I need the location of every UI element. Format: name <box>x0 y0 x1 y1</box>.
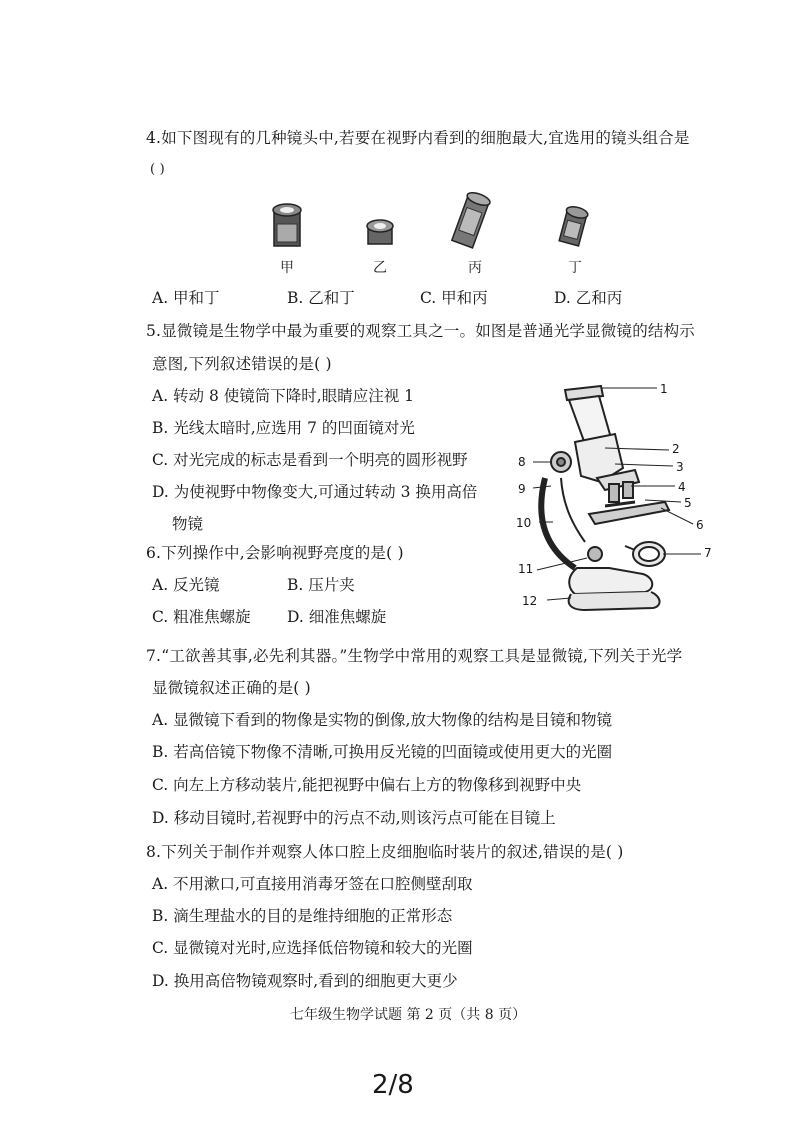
microscope-diagram <box>505 378 735 618</box>
lens-label-ding: 丁 <box>568 260 582 276</box>
lens-label-bing: 丙 <box>468 260 482 276</box>
q4-option-a: A. 甲和丁 <box>152 289 220 307</box>
page-footer: 七年级生物学试题 第 2 页（共 8 页） <box>290 1007 527 1023</box>
microscope-label-10: 10 <box>516 516 532 530</box>
q4-option-b: B. 乙和丁 <box>287 289 355 307</box>
q8-option-b: B. 滴生理盐水的目的是维持细胞的正常形态 <box>152 907 453 925</box>
lens-figure <box>262 190 622 260</box>
q7-option-a: A. 显微镜下看到的物像是实物的倒像,放大物像的结构是目镜和物镜 <box>152 711 612 729</box>
q5-option-b: B. 光线太暗时,应选用 7 的凹面镜对光 <box>152 419 415 437</box>
q7-option-b: B. 若高倍镜下物像不清晰,可换用反光镜的凹面镜或使用更大的光圈 <box>152 743 613 761</box>
microscope-label-3: 3 <box>676 460 684 474</box>
q8-option-d: D. 换用高倍物镜观察时,看到的细胞更大更少 <box>152 972 458 990</box>
q5-stem-line1: 5.显微镜是生物学中最为重要的观察工具之一。如图是普通光学显微镜的结构示 <box>146 322 695 340</box>
microscope-label-6: 6 <box>696 518 704 532</box>
q4-option-c: C. 甲和丙 <box>420 289 488 307</box>
microscope-label-12: 12 <box>522 594 538 608</box>
q5-option-c: C. 对光完成的标志是看到一个明亮的圆形视野 <box>152 451 468 469</box>
microscope-label-4: 4 <box>678 480 686 494</box>
q8-option-a: A. 不用漱口,可直接用消毒牙签在口腔侧壁刮取 <box>152 875 473 893</box>
lens-jia-image <box>273 204 301 246</box>
q4-stem: 4.如下图现有的几种镜头中,若要在视野内看到的细胞最大,宜选用的镜头组合是 <box>146 129 690 147</box>
q8-stem: 8.下列关于制作并观察人体口腔上皮细胞临时装片的叙述,错误的是( ) <box>146 843 624 861</box>
q5-stem-line2: 意图,下列叙述错误的是( ) <box>152 355 332 373</box>
q5-option-d-cont: 物镜 <box>172 515 204 533</box>
q7-option-d: D. 移动目镜时,若视野中的污点不动,则该污点可能在目镜上 <box>152 809 556 827</box>
lens-yi-image <box>367 220 393 244</box>
q4-answer-paren: ( ) <box>150 162 165 177</box>
q6-option-b: B. 压片夹 <box>287 576 355 594</box>
microscope-label-11: 11 <box>518 562 534 576</box>
q7-stem-line1: 7.“工欲善其事,必先利其器。”生物学中常用的观察工具是显微镜,下列关于光学 <box>146 647 683 665</box>
microscope-label-7: 7 <box>704 546 712 560</box>
lens-ding-image <box>558 205 589 246</box>
microscope-label-2: 2 <box>672 442 680 456</box>
lens-label-yi: 乙 <box>373 260 387 276</box>
q6-option-c: C. 粗准焦螺旋 <box>152 608 251 626</box>
q5-option-a: A. 转动 8 使镜筒下降时,眼睛应注视 1 <box>152 387 414 405</box>
microscope-label-8: 8 <box>518 455 526 469</box>
lens-label-jia: 甲 <box>280 260 294 276</box>
q4-option-d: D. 乙和丙 <box>554 289 623 307</box>
lens-bing-image <box>451 190 492 248</box>
q7-option-c: C. 向左上方移动装片,能把视野中偏右上方的物像移到视野中央 <box>152 776 582 794</box>
q6-option-d: D. 细准焦螺旋 <box>287 608 387 626</box>
q7-stem-line2: 显微镜叙述正确的是( ) <box>152 679 311 697</box>
q8-option-c: C. 显微镜对光时,应选择低倍物镜和较大的光圈 <box>152 939 473 957</box>
q6-stem: 6.下列操作中,会影响视野亮度的是( ) <box>146 544 404 562</box>
microscope-label-5: 5 <box>684 496 692 510</box>
microscope-label-1: 1 <box>660 382 668 396</box>
q6-option-a: A. 反光镜 <box>152 576 220 594</box>
q5-option-d: D. 为使视野中物像变大,可通过转动 3 换用高倍 <box>152 483 478 501</box>
microscope-label-9: 9 <box>518 482 526 496</box>
page-counter: 2/8 <box>372 1070 414 1100</box>
